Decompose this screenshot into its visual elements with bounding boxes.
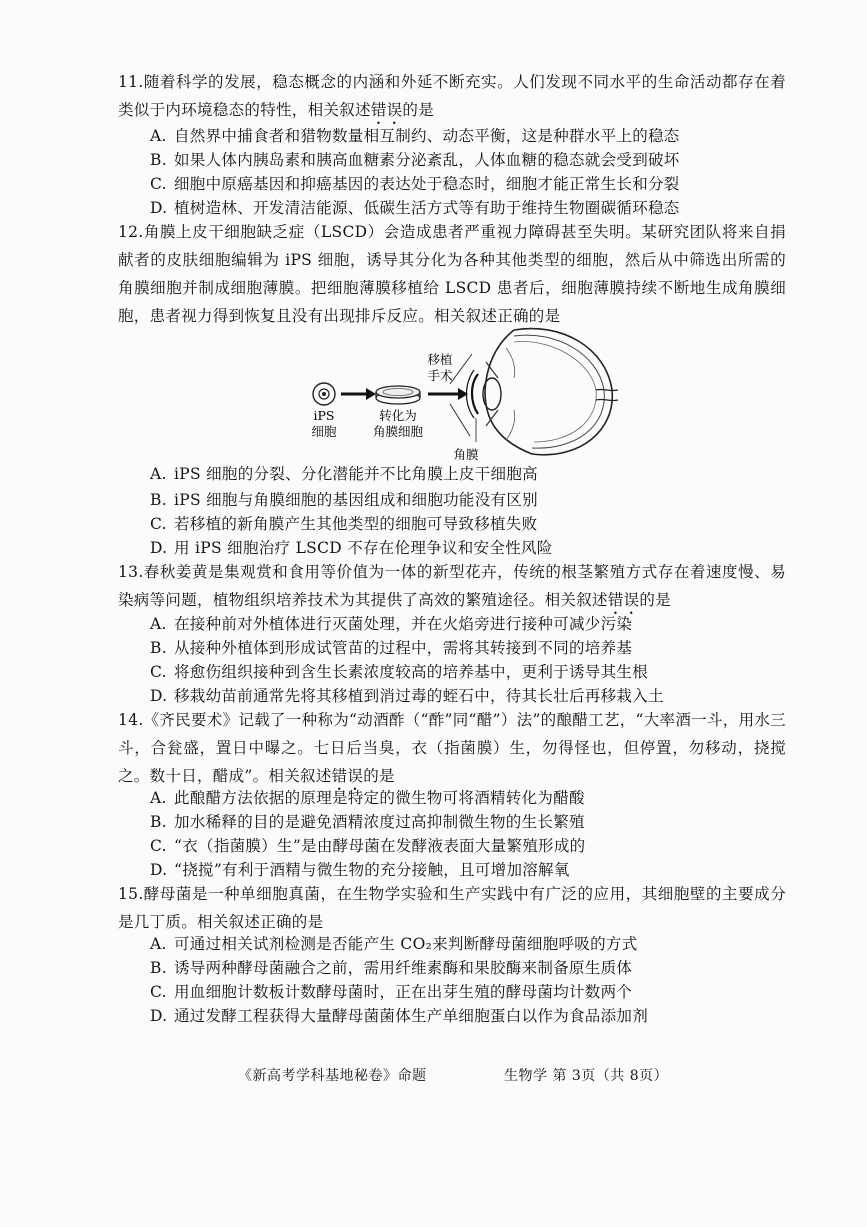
label-transplant: 移植 — [427, 352, 453, 367]
question-14-option-c: C. “衣（指菌膜）生”是由酵母菌在发酵液表面大量繁殖形成的 — [150, 837, 586, 855]
question-14-option-d: D. “挠搅”有利于酒精与微生物的充分接触，且可增加溶解氧 — [150, 861, 570, 879]
question-12-option-d: D. 用 iPS 细胞治疗 LSCD 不存在伦理争议和安全性风险 — [150, 539, 553, 557]
question-14-stem: 14.《齐民要术》记载了一种称为“动酒酢（“酢”同“醋”）法”的酿醋工艺，“大率酒一斗，用水三斗，合瓮盛，置日中曝之。七日后当臭，衣（指菌膜）生，勿得怪也，但停置，勿移动，挠搅之。数十日，醋成”。相关叙述错误的是 — [118, 711, 786, 785]
question-15-option-c: C. 用血细胞计数板计数酵母菌时，正在出芽生殖的酵母菌均计数两个 — [150, 983, 633, 1001]
question-13-option-d: D. 移栽幼苗前通常先将其移植到消过毒的蛭石中，待其长壮后再移栽入土 — [150, 687, 664, 705]
question-15-option-a: A. 可通过相关试剂检测是否能产生 CO₂来判断酵母菌细胞呼吸的方式 — [150, 935, 638, 953]
question-11-option-c: C. 细胞中原癌基因和抑癌基因的表达处于稳态时，细胞才能正常生长和分裂 — [150, 175, 680, 193]
emphasis-wrong: 错误 — [370, 101, 403, 119]
petri-dish-icon — [376, 386, 420, 404]
question-13-option-c: C. 将愈伤组织接种到含生长素浓度较高的培养基中，更利于诱导其生根 — [150, 663, 649, 681]
emphasis-wrong: 错误 — [607, 591, 640, 609]
label-surgery: 手术 — [427, 368, 453, 383]
label-convert: 转化为 — [379, 408, 417, 423]
arrow-right-icon — [341, 388, 376, 400]
question-13-option-a: A. 在接种前对外植体进行灭菌处理，并在火焰旁进行接种可减少污染 — [150, 615, 633, 633]
question-15-option-d: D. 通过发酵工程获得大量酵母菌菌体生产单细胞蛋白以作为食品添加剂 — [150, 1007, 649, 1025]
footer-source: 《新高考学科基地秘卷》命题 — [238, 1068, 427, 1084]
arrow-right-icon — [428, 388, 468, 400]
question-11-option-a: A. 自然界中捕食者和猎物数量相互制约、动态平衡，这是种群水平上的稳态 — [150, 127, 680, 145]
ips-cell-icon — [313, 383, 335, 405]
question-15-option-b: B. 诱导两种酵母菌融合之前，需用纤维素酶和果胶酶来制备原生质体 — [150, 959, 633, 977]
eye-icon — [450, 329, 618, 455]
ips-eye-figure — [300, 318, 620, 463]
question-12-option-a: A. iPS 细胞的分裂、分化潜能并不比角膜上皮干细胞高 — [150, 465, 538, 483]
question-11-option-d: D. 植树造林、开发清洁能源、低碳生活方式等有助于维持生物圈碳循环稳态 — [150, 199, 680, 217]
question-13-stem: 13.春秋姜黄是集观赏和食用等价值为一体的新型花卉，传统的根茎繁殖方式存在着速度慢、易染病等问题，植物组织培养技术为其提供了高效的繁殖途径。相关叙述错误的是 — [118, 563, 786, 609]
question-13-option-b: B. 从接种外植体到形成试管苗的过程中，需将其转接到不同的培养基 — [150, 639, 633, 657]
emphasis-wrong: 错误 — [331, 767, 364, 785]
question-14-option-a: A. 此酿醋方法依据的原理是特定的微生物可将酒精转化为醋酸 — [150, 789, 585, 807]
question-11-option-b: B. 如果人体内胰岛素和胰高血糖素分泌紊乱，人体血糖的稳态就会受到破坏 — [150, 151, 680, 169]
question-12-stem: 12.角膜上皮干细胞缺乏症（LSCD）会造成患者严重视力障碍甚至失明。某研究团队将来自捐献者的皮肤细胞编辑为 iPS 细胞，诱导其分化为各种其他类型的细胞，然后从中筛选出所需的角膜细胞并制成细胞薄膜。把细胞薄膜移植给 LSCD 患者后，细胞薄膜持续不断地生成角膜细胞，患者视力得到恢复且没有出现排斥反应。相关叙述正确的是 — [118, 223, 786, 325]
label-ips: iPS — [313, 408, 335, 423]
question-12-option-c: C. 若移植的新角膜产生其他类型的细胞可导致移植失败 — [150, 515, 538, 533]
label-cell: 细胞 — [311, 424, 337, 439]
question-11-stem: 11.随着科学的发展，稳态概念的内涵和外延不断充实。人们发现不同水平的生命活动都存在着类似于内环境稳态的特性，相关叙述错误的是 — [118, 73, 786, 119]
question-14-option-b: B. 加水稀释的目的是避免酒精浓度过高抑制微生物的生长繁殖 — [150, 813, 585, 831]
footer-page-number: 生物学 第 3页（共 8页） — [504, 1068, 669, 1084]
label-cornea: 角膜 — [453, 447, 479, 462]
question-15-stem: 15.酵母菌是一种单细胞真菌，在生物学实验和生产实践中有广泛的应用，其细胞壁的主要成分是几丁质。相关叙述正确的是 — [118, 885, 786, 931]
question-12-option-b: B. iPS 细胞与角膜细胞的基因组成和细胞功能没有区别 — [150, 491, 538, 509]
label-cornea-cell: 角膜细胞 — [372, 424, 424, 439]
